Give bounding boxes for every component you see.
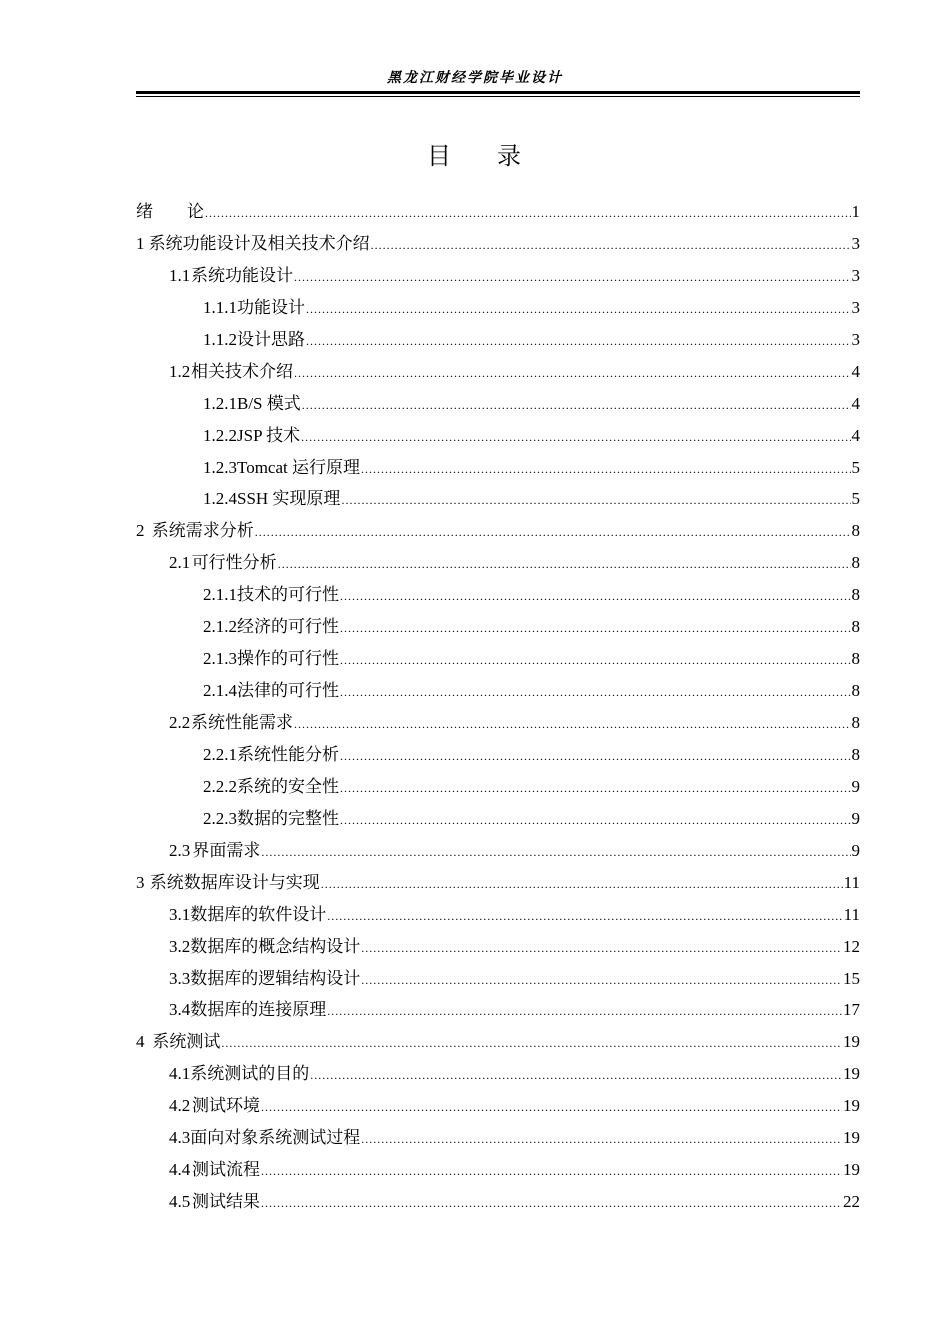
- toc-entry-page: 5: [851, 489, 860, 509]
- toc-entry-label: 数据库的软件设计: [190, 904, 327, 924]
- toc-entry-number: 2.1: [169, 553, 191, 573]
- toc-dot-leader: [340, 805, 851, 837]
- toc-entry[interactable]: [136, 324, 860, 356]
- toc-entry[interactable]: [136, 963, 860, 995]
- toc-dot-leader: [294, 262, 850, 294]
- toc-entry-label: 系统的安全性: [237, 776, 339, 796]
- toc-entry-number: 2.2: [169, 713, 191, 732]
- toc-dot-leader: [306, 294, 851, 326]
- toc-entry-page: 9: [851, 776, 860, 796]
- toc-dot-leader: [255, 517, 851, 549]
- toc-entry-number: 1: [136, 233, 145, 253]
- toc-entry-label: 操作的可行性: [237, 649, 339, 669]
- toc-dot-leader: [340, 677, 851, 709]
- toc-entry[interactable]: [136, 547, 860, 579]
- toc-entry-label: 数据库的连接原理: [190, 1000, 327, 1020]
- toc-entry[interactable]: [136, 899, 860, 931]
- toc-entry-page: 8: [851, 681, 860, 701]
- toc-entry-number: 1.2.1: [203, 393, 237, 413]
- toc-dot-leader: [340, 581, 851, 613]
- toc-dot-leader: [341, 485, 850, 517]
- toc-entry[interactable]: [136, 611, 860, 643]
- toc-entry-label: 界面需求: [192, 840, 261, 860]
- toc-entry[interactable]: [136, 707, 860, 739]
- toc-entry-page: 9: [851, 840, 860, 860]
- toc-entry-page: 4: [851, 393, 860, 413]
- toc-entry-number: 3: [136, 872, 145, 892]
- toc-entry[interactable]: [136, 196, 860, 228]
- toc-entry[interactable]: [136, 228, 860, 260]
- toc-entry-label: 系统数据库设计与实现: [149, 872, 320, 892]
- toc-entry-page: 9: [851, 808, 860, 828]
- toc-title-char-1: 目: [427, 144, 453, 170]
- toc-entry-label: 系统测试: [152, 1032, 221, 1052]
- toc-entry-number: 4.4: [169, 1160, 191, 1180]
- toc-entry-label: 功能设计: [237, 297, 305, 317]
- toc-entry-page: 22: [843, 1192, 860, 1212]
- toc-entry[interactable]: [136, 356, 860, 388]
- toc-entry-label: 测试结果: [192, 1192, 261, 1212]
- toc-entry-number: 1.1: [169, 265, 191, 285]
- toc-dot-leader: [261, 1092, 842, 1124]
- toc-entry-label: 测试环境: [192, 1096, 261, 1116]
- toc-entry-label: 可行性分析: [191, 553, 277, 573]
- toc-entry[interactable]: [136, 994, 860, 1026]
- toc-entry-number: 4: [136, 1032, 145, 1052]
- toc-entry-page: 8: [851, 713, 860, 732]
- toc-entry-label: 数据库的逻辑结构设计: [190, 968, 361, 988]
- toc-entry-label: 测试流程: [192, 1160, 261, 1180]
- toc-entry-label: 法律的可行性: [237, 681, 339, 701]
- toc-entry-number: 4.2: [169, 1096, 191, 1116]
- toc-entry[interactable]: [136, 260, 860, 292]
- toc-dot-leader: [294, 358, 850, 390]
- toc-dot-leader: [340, 741, 851, 773]
- toc-dot-leader: [261, 1156, 842, 1188]
- toc-entry-number: 1.2.2: [203, 425, 237, 445]
- toc-entry-number: 1.1.1: [203, 297, 237, 317]
- toc-dot-leader: [294, 709, 850, 741]
- toc-entry-page: 19: [843, 1096, 860, 1116]
- header-rule-thin: [136, 96, 860, 97]
- toc-entry-label: 面向对象系统测试过程: [190, 1128, 361, 1148]
- toc-dot-leader: [261, 837, 850, 869]
- toc-entry[interactable]: [136, 1122, 860, 1154]
- toc-entry-page: 4: [851, 361, 860, 381]
- toc-entry[interactable]: [136, 579, 860, 611]
- toc-entry-page: 3: [851, 233, 860, 253]
- toc-entry[interactable]: [136, 1154, 860, 1186]
- toc-entry-page: 8: [851, 744, 860, 764]
- toc-entry-label: 经济的可行性: [237, 617, 339, 637]
- toc-entry-page: 19: [843, 1064, 860, 1084]
- toc-entry-page: 8: [851, 553, 860, 573]
- toc-entry-number: 1.2: [169, 361, 191, 381]
- toc-dot-leader: [361, 454, 851, 486]
- toc-entry-number: 2.1.1: [203, 585, 237, 605]
- toc-entry[interactable]: [136, 1186, 860, 1218]
- table-of-contents: [136, 196, 860, 1218]
- toc-entry-number: 2.2.3: [203, 808, 237, 828]
- toc-entry-number: 4.3: [169, 1128, 191, 1148]
- toc-dot-leader: [340, 645, 851, 677]
- toc-dot-leader: [340, 613, 851, 645]
- toc-entry-label: 技术的可行性: [237, 585, 339, 605]
- toc-entry-label: SSH 实现原理: [237, 489, 341, 509]
- toc-entry[interactable]: [136, 931, 860, 963]
- toc-dot-leader: [340, 773, 851, 805]
- toc-entry-label: 系统性能需求: [191, 713, 294, 732]
- toc-dot-leader: [278, 549, 851, 581]
- toc-entry[interactable]: [136, 483, 860, 515]
- toc-entry[interactable]: [136, 739, 860, 771]
- toc-entry-number: 1.1.2: [203, 329, 237, 349]
- toc-entry-label: 系统功能设计及相关技术介绍: [148, 233, 370, 253]
- toc-entry-number: 3.3: [169, 968, 191, 988]
- toc-dot-leader: [221, 1028, 842, 1060]
- toc-entry[interactable]: [136, 420, 860, 452]
- toc-entry-page: 8: [851, 617, 860, 637]
- header-rule-thick: [136, 91, 860, 94]
- toc-dot-leader: [361, 933, 842, 965]
- toc-entry-number: 1.2.4: [203, 489, 237, 509]
- toc-entry-page: 8: [851, 649, 860, 669]
- toc-entry[interactable]: [136, 867, 860, 899]
- toc-dot-leader: [302, 390, 851, 422]
- toc-entry-number: 4.5: [169, 1192, 191, 1212]
- toc-entry[interactable]: [136, 388, 860, 420]
- toc-entry-number: 3.2: [169, 936, 191, 956]
- toc-entry-page: 19: [843, 1128, 860, 1148]
- toc-entry-number: 2: [136, 521, 145, 541]
- toc-entry-page: 3: [851, 329, 860, 349]
- toc-entry-page: 11: [843, 904, 860, 924]
- toc-dot-leader: [205, 198, 851, 230]
- toc-entry[interactable]: [136, 835, 860, 867]
- toc-entry[interactable]: [136, 452, 860, 484]
- toc-entry-page: 19: [843, 1032, 860, 1052]
- toc-entry-page: 8: [851, 521, 860, 541]
- toc-entry[interactable]: [136, 643, 860, 675]
- page-header: 黑龙江财经学院毕业设计: [387, 71, 563, 86]
- toc-entry-label: 数据的完整性: [237, 808, 339, 828]
- toc-entry-label: Tomcat 运行原理: [237, 457, 360, 477]
- toc-dot-leader: [261, 1188, 842, 1220]
- toc-entry-number: 3.4: [169, 1000, 191, 1020]
- toc-entry-number: 2.1.3: [203, 649, 237, 669]
- toc-title-char-2: 录: [497, 144, 523, 170]
- toc-entry[interactable]: [136, 675, 860, 707]
- toc-entry-label: 设计思路: [237, 329, 305, 349]
- toc-entry-number: 1.2.3: [203, 457, 237, 477]
- toc-entry[interactable]: [136, 1090, 860, 1122]
- toc-dot-leader: [306, 326, 851, 358]
- toc-entry-label: JSP 技术: [237, 425, 301, 445]
- toc-entry-page: 3: [851, 297, 860, 317]
- toc-entry-label: 系统需求分析: [151, 521, 254, 541]
- toc-entry-label: 绪 论: [136, 202, 204, 221]
- toc-entry[interactable]: [136, 1058, 860, 1090]
- toc-dot-leader: [321, 869, 843, 901]
- toc-dot-leader: [327, 901, 842, 933]
- toc-entry-number: 2.3: [169, 840, 191, 860]
- toc-dot-leader: [371, 230, 851, 262]
- toc-entry[interactable]: [136, 1026, 860, 1058]
- toc-entry-label: 系统测试的目的: [190, 1064, 310, 1084]
- toc-entry-page: 8: [851, 585, 860, 605]
- toc-title: [0, 140, 950, 174]
- toc-entry[interactable]: [136, 515, 860, 547]
- toc-entry[interactable]: [136, 292, 860, 324]
- toc-entry-number: 4.1: [169, 1064, 191, 1084]
- toc-entry-number: 3.1: [169, 904, 191, 924]
- toc-entry-page: 5: [851, 457, 860, 477]
- toc-entry-page: 12: [843, 936, 860, 956]
- toc-entry-page: 17: [843, 1000, 860, 1020]
- toc-dot-leader: [327, 996, 842, 1028]
- toc-entry-label: B/S 模式: [237, 393, 301, 413]
- toc-entry-label: 相关技术介绍: [191, 361, 294, 381]
- toc-entry-page: 4: [851, 425, 860, 445]
- toc-dot-leader: [361, 1124, 842, 1156]
- toc-entry-page: 11: [843, 872, 860, 892]
- toc-dot-leader: [361, 965, 842, 997]
- toc-entry-number: 2.2.2: [203, 776, 237, 796]
- toc-entry[interactable]: [136, 803, 860, 835]
- toc-entry-number: 2.1.2: [203, 617, 237, 637]
- toc-entry[interactable]: [136, 771, 860, 803]
- toc-entry-page: 1: [851, 202, 860, 221]
- toc-entry-page: 3: [851, 265, 860, 285]
- toc-entry-label: 系统性能分析: [237, 744, 339, 764]
- toc-entry-number: 2.2.1: [203, 744, 237, 764]
- toc-entry-page: 15: [843, 968, 860, 988]
- toc-entry-label: 数据库的概念结构设计: [190, 936, 361, 956]
- toc-dot-leader: [301, 422, 850, 454]
- toc-entry-label: 系统功能设计: [191, 265, 294, 285]
- toc-dot-leader: [310, 1060, 842, 1092]
- toc-entry-number: 2.1.4: [203, 681, 237, 701]
- toc-entry-page: 19: [843, 1160, 860, 1180]
